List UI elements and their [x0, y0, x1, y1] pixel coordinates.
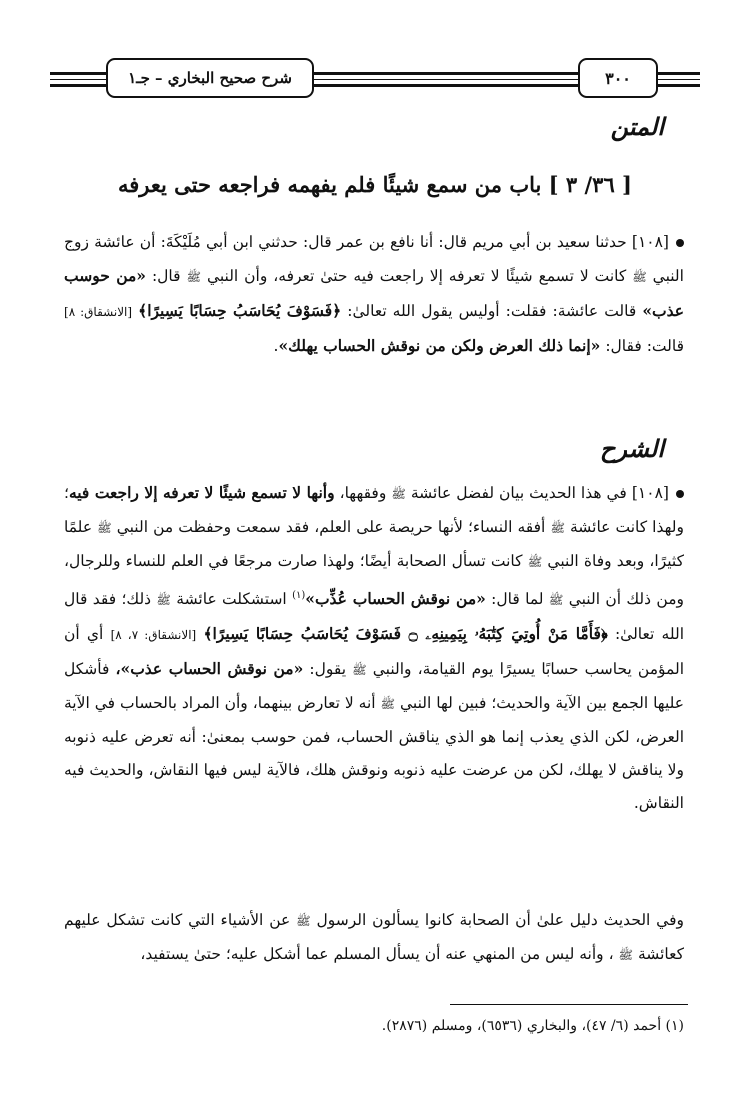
- sharh-text: ، وأنه ليس من المنهي عنه أن يسأل المسلم عما أشكل عليه؛ حتىٰ يستفيد،: [140, 945, 614, 963]
- prophetic-quote: «من نوقش الحساب عذب»،: [115, 659, 304, 679]
- sharh-paragraph-2: [64, 904, 684, 972]
- prophetic-quote: «إنما ذلك العرض ولكن من نوقش الحساب يهلك»: [278, 336, 601, 355]
- sharh-text: وفقهها،: [339, 484, 387, 502]
- honorific: ﷺ: [618, 948, 634, 962]
- hadith-text: قال:: [151, 267, 181, 285]
- sharh-text: أفقه النساء؛ لأنها حريصة على العلم، فقد سمعت وحفظت من النبي: [116, 518, 546, 536]
- prophetic-quote: «من حوسب عذب»: [64, 266, 684, 320]
- sharh-paragraph-1: [64, 476, 684, 820]
- honorific: ﷺ: [296, 914, 311, 928]
- honorific: ﷺ: [632, 270, 647, 284]
- quran-verse: ﴿فَأَمَّا مَنْ أُوتِيَ كِتَٰبَهُۥ بِيَمِينِهِۦ ۝ فَسَوْفَ يُحَاسَبُ حِسَابًا يَسِيرًا﴾: [203, 624, 608, 644]
- hadith-text: .: [273, 337, 279, 355]
- sharh-text: أي أن المؤمن يحاسب حسابًا يسيرًا يوم القيامة، والنبي: [64, 625, 685, 679]
- sharh-text: عن الأشياء التي كانت تشكل عليهم كعائشة: [64, 911, 684, 963]
- sharh-text: في هذا الحديث بيان لفضل عائشة: [410, 484, 627, 502]
- honorific: ﷺ: [352, 663, 367, 678]
- hadith-text: حدثنا سعيد بن أبي مريم قال: أنا نافع بن عمر قال: حدثني ابن أبي مُلَيْكَةَ: أن عائشة زوج النبي: [64, 233, 684, 285]
- hadith-number: [١٠٨]: [631, 233, 669, 251]
- sharh-text: لما قال:: [491, 590, 544, 609]
- hadith-paragraph: [64, 226, 684, 363]
- hadith-text: قالت عائشة: فقلت: أوليس يقول الله تعالىٰ:: [347, 302, 637, 320]
- sharh-text: ؛ ولهذا كانت عائشة: [64, 484, 684, 536]
- verse-reference: [الانشقاق: ٨]: [64, 305, 133, 319]
- sharh-text: ذلك؛ فقد قال الله تعالىٰ:: [64, 590, 684, 644]
- page-number: ٣٠٠: [578, 58, 658, 98]
- bullet-icon: [676, 239, 684, 247]
- quran-verse: ﴿فَسَوْفَ يُحَاسَبُ حِسَابًا يَسِيرًا﴾: [138, 301, 342, 320]
- honorific: ﷺ: [97, 521, 112, 535]
- sharh-text: فأشكل عليها الجمع بين الآية والحديث؛ فبين لها النبي: [64, 660, 684, 713]
- hadith-text: قالت: فقال:: [605, 337, 684, 355]
- footnote-marker: (١): [292, 590, 306, 601]
- footnote-rule: [450, 1004, 688, 1005]
- honorific: ﷺ: [391, 487, 406, 501]
- sharh-text: وفي الحديث دليل علىٰ أن الصحابة كانوا يسألون الرسول: [316, 911, 684, 929]
- verse-reference: [الانشقاق: ٧، ٨]: [110, 628, 197, 643]
- honorific: ﷺ: [186, 270, 201, 284]
- chapter-heading: [ ٣٦/ ٣ ] باب من سمع شيئًا فلم يفهمه فراجعه حتى يعرفه: [118, 172, 632, 197]
- honorific: ﷺ: [380, 697, 396, 712]
- matn-label: المتن: [610, 112, 664, 141]
- running-title: شرح صحيح البخاري – جـ١: [106, 58, 314, 98]
- sharh-text: كانت تسأل الصحابة أيضًا؛ ولهذا صارت مرجعًا في العلم للنساء وللرجال، ومن ذلك أن النبي: [64, 552, 684, 609]
- hadith-text: كانت لا تسمع شيئًا لا تعرفه إلا راجعت فيه حتىٰ تعرفه، وأن النبي: [206, 267, 627, 285]
- sharh-text: يقول:: [309, 660, 347, 679]
- sharh-text: استشكلت عائشة: [176, 590, 287, 609]
- prophetic-quote: «من نوقش الحساب عُذِّب»: [305, 589, 486, 609]
- bullet-icon: [676, 490, 684, 498]
- honorific: ﷺ: [548, 593, 564, 608]
- sharh-label: الشرح: [599, 434, 664, 463]
- footnote: (١) أحمد (٦/ ٤٧)، والبخاري (٦٥٣٦)، ومسلم (٢٨٧٦).: [381, 1018, 684, 1034]
- honorific: ﷺ: [527, 555, 543, 569]
- sharh-text: أنه لا تعارض بينهما، وأن المراد بالحساب في الآية العرض، لكن الذي يعذب إنما هو الذي يناقش الحساب، فمن حوسب بمعنىٰ: أنه تعرض عليه ذنوبه ولا يناقش لا يهلك، لكن من عرضت عليه ذنوبه ونوقش هلك، فالآية ليس فيها النقاش، والحديث فيه النقاش.: [64, 694, 684, 813]
- sharh-number: [١٠٨]: [631, 484, 669, 502]
- honorific: ﷺ: [550, 521, 565, 535]
- sharh-text: علمًا كثيرًا، وبعد وفاة النبي: [64, 518, 684, 570]
- honorific: ﷺ: [156, 593, 171, 608]
- sharh-emphasis: وأنها لا تسمع شيئًا لا تعرفه إلا راجعت فيه: [68, 483, 335, 502]
